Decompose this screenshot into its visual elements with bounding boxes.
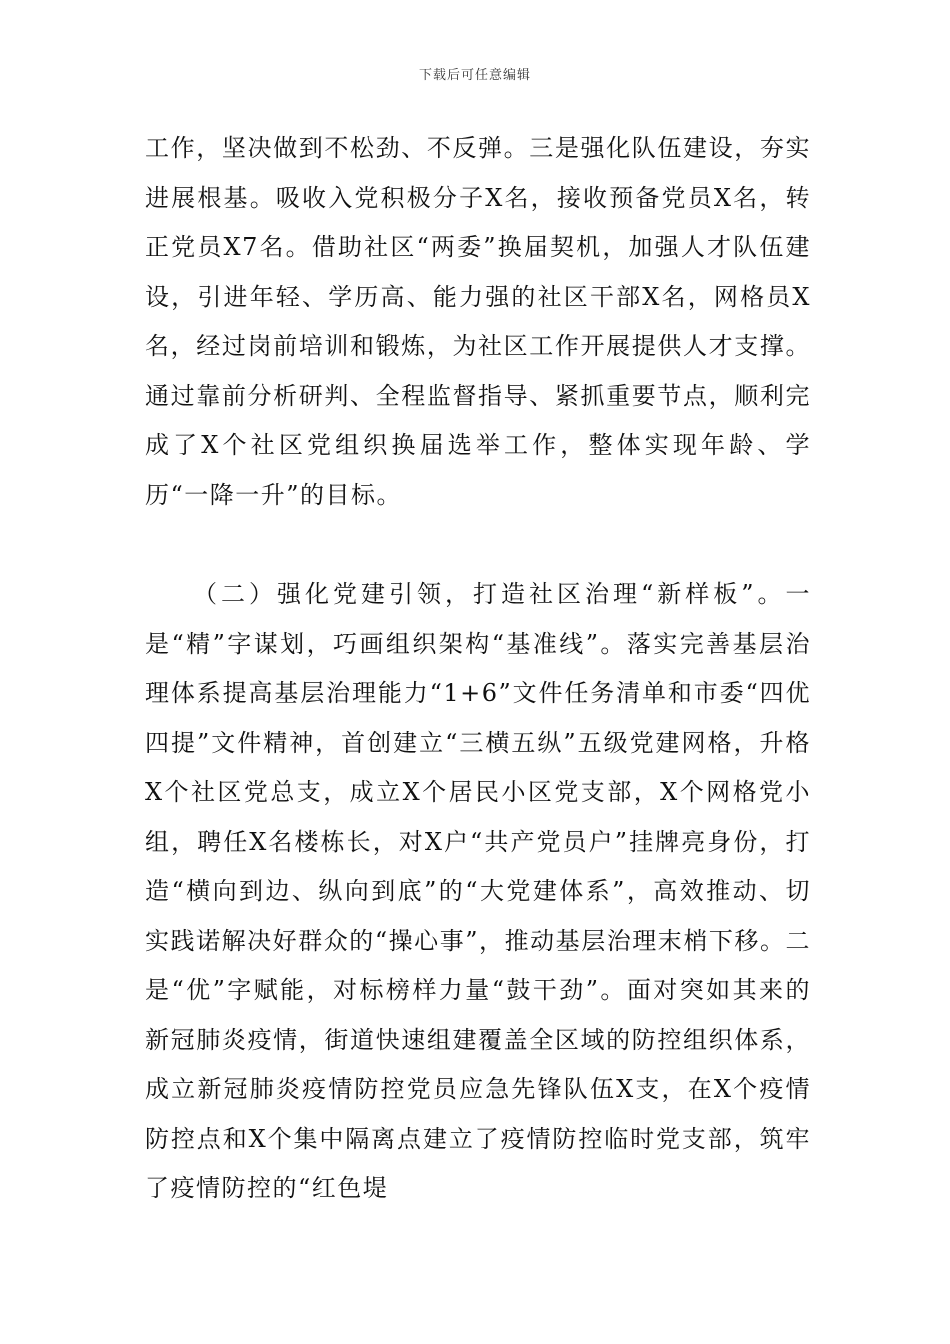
body-paragraph-2: （二）强化党建引领，打造社区治理“新样板”。一是“精”字谋划，巧画组织架构“基准线”。落实完善基层治理体系提高基层治理能力“1+6”文件任务清单和市委“四优四提”文件精神，首创建立“三横五纵”五级党建网格，升格X个社区党总支，成立X个居民小区党支部，X个网格党小组，聘任X名楼栋长，对X户“共产党员户”挂牌亮身份，打造“横向到边、纵向到底”的“大党建体系”，高效推动、切实践诺解决好群众的“操心事”，推动基层治理末梢下移。二是“优”字赋能，对标榜样力量“鼓干劲”。面对突如其来的新冠肺炎疫情，街道快速组建覆盖全区域的防控组织体系，成立新冠肺炎疫情防控党员应急先锋队伍X支，在X个疫情防控点和X个集中隔离点建立了疫情防控临时党支部，筑牢了疫情防控的“红色堤	[145, 580, 811, 1202]
page-header-note: 下载后可任意编辑	[418, 68, 531, 83]
body-paragraph-1: 工作，坚决做到不松劲、不反弹。三是强化队伍建设，夯实进展根基。吸收入党积极分子X名，接收预备党员X名，转正党员X7名。借助社区“两委”换届契机，加强人才队伍建设，引进年轻、学历高、能力强的社区干部X名，网格员X名，经过岗前培训和锻炼，为社区工作开展提供人才支撑。通过靠前分析研判、全程监督指导、紧抓重要节点，顺利完成了X个社区党组织换届选举工作，整体实现年龄、学历“一降一升”的目标。	[145, 134, 811, 509]
